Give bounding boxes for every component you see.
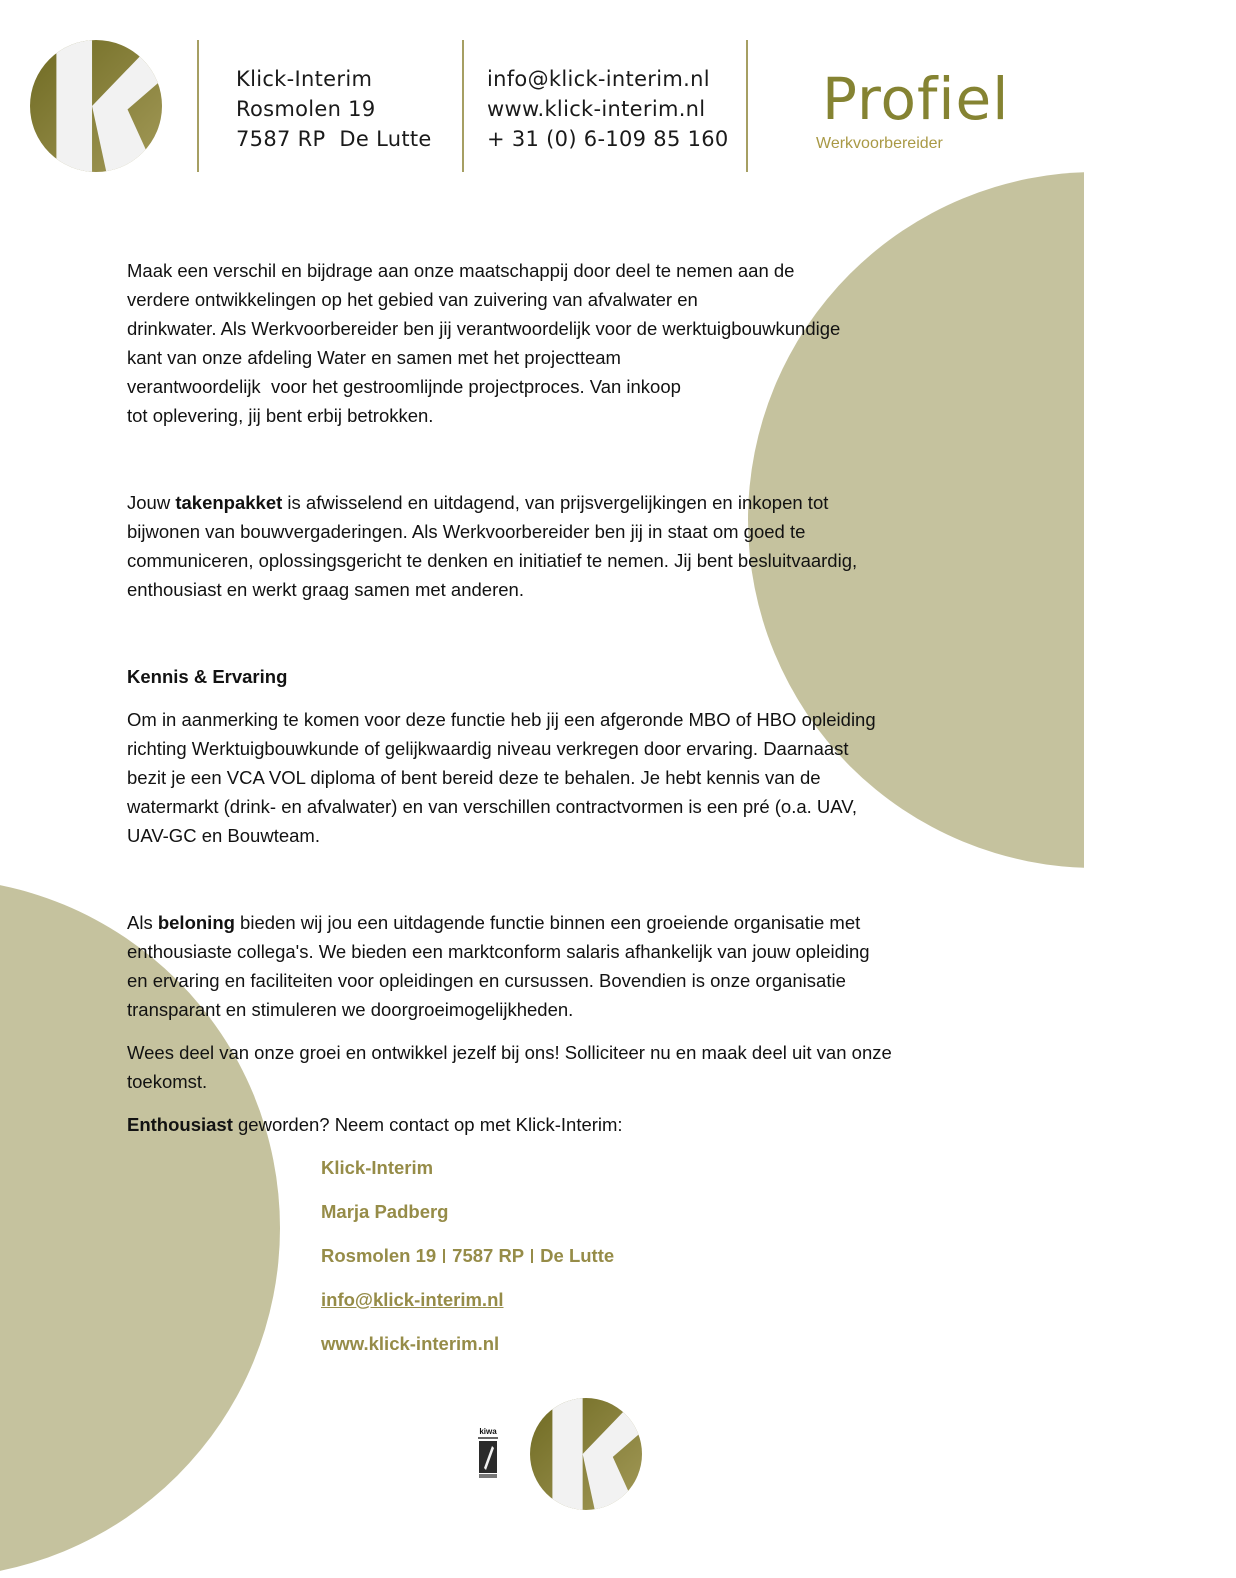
tasks-line: communiceren, oplossingsgericht te denken en initiatief te nemen. Jij bent besluitvaardig,: [127, 550, 858, 571]
page-title: Profiel: [822, 65, 1010, 133]
tasks-line-rest: is afwisselend en uitdagend, van prijsvergelijkingen en inkopen tot: [282, 492, 829, 513]
contact-address: [321, 1241, 987, 1270]
reward-keyword: beloning: [157, 912, 235, 933]
closing-line: Wees deel van onze groei en ontwikkel jezelf bij ons! Solliciteer nu en maak deel uit van onze: [127, 1042, 892, 1063]
knowledge-line: bezit je een VCA VOL diploma of bent bereid deze te behalen. Je hebt kennis van de: [127, 767, 821, 788]
header-email-link[interactable]: info@klick-interim.nl: [487, 67, 710, 91]
contact-person: Marja Padberg: [321, 1201, 449, 1222]
klick-logo-footer-icon: [530, 1398, 642, 1510]
knowledge-line: UAV-GC en Bouwteam.: [127, 825, 320, 846]
separator: [531, 1249, 533, 1263]
tasks-line: enthousiast en werkt graag samen met anderen.: [127, 579, 524, 600]
contact-prompt: [127, 1110, 987, 1139]
intro-line: verantwoordelijk voor het gestroomlijnde projectproces. Van inkoop: [127, 376, 681, 397]
header-phone: + 31 (0) 6-109 85 160: [487, 127, 729, 151]
contact-website-link[interactable]: www.klick-interim.nl: [321, 1333, 500, 1354]
page-subtitle: Werkvoorbereider: [816, 135, 943, 152]
header-street: Rosmolen 19: [236, 97, 376, 121]
intro-line: drinkwater. Als Werkvoorbereider ben jij verantwoordelijk voor de werktuigbouwkundige: [127, 318, 841, 339]
knowledge-heading: Kennis & Ervaring: [127, 666, 288, 687]
header-address: [236, 64, 432, 154]
knowledge-line: richting Werktuigbouwkunde of gelijkwaardig niveau verkregen door ervaring. Daarnaast: [127, 738, 849, 759]
klick-logo-icon: [30, 40, 162, 172]
reward-lead: Als: [127, 912, 158, 933]
main-content: [127, 256, 987, 1373]
header-postal-city: 7587 RP De Lutte: [236, 127, 432, 151]
separator: [443, 1249, 445, 1263]
header-divider: [746, 40, 748, 172]
header-company-name: Klick-Interim: [236, 67, 373, 91]
intro-line: verdere ontwikkelingen op het gebied van zuivering van afvalwater en: [127, 289, 698, 310]
contact-prompt-rest: geworden? Neem contact op met Klick-Interim:: [232, 1114, 623, 1135]
contact-company: Klick-Interim: [321, 1157, 434, 1178]
reward-line: en ervaring en faciliteiten voor opleidingen en cursussen. Bovendien is onze organisatie: [127, 970, 846, 991]
reward-line-rest: bieden wij jou een uitdagende functie binnen een groeiende organisatie met: [234, 912, 861, 933]
contact-prompt-keyword: Enthousiast: [127, 1114, 233, 1135]
header-divider: [462, 40, 464, 172]
header-divider: [197, 40, 199, 172]
intro-line: kant van onze afdeling Water en samen met het projectteam: [127, 347, 621, 368]
knowledge-paragraph: [127, 705, 987, 850]
reward-line: transparant en stimuleren we doorgroeimogelijkheden.: [127, 999, 574, 1020]
knowledge-line: Om in aanmerking te komen voor deze functie heb jij een afgeronde MBO of HBO opleiding: [127, 709, 876, 730]
contact-street: Rosmolen 19: [321, 1245, 437, 1266]
intro-paragraph: [127, 256, 987, 430]
kiwa-certification-icon: [476, 1426, 500, 1480]
closing-line: toekomst.: [127, 1071, 208, 1092]
contact-postal: 7587 RP: [452, 1245, 525, 1266]
tasks-lead: Jouw: [127, 492, 176, 513]
intro-line: Maak een verschil en bijdrage aan onze maatschappij door deel te nemen aan de: [127, 260, 795, 281]
reward-line: enthousiaste collega's. We bieden een marktconform salaris afhankelijk van jouw opleiding: [127, 941, 870, 962]
header-website-link[interactable]: www.klick-interim.nl: [487, 97, 706, 121]
kiwa-label: kiwa: [479, 1427, 497, 1436]
intro-line: tot oplevering, jij bent erbij betrokken.: [127, 405, 434, 426]
knowledge-line: watermarkt (drink- en afvalwater) en van verschillen contractvormen is een pré (o.a. UAV,: [127, 796, 858, 817]
tasks-keyword: takenpakket: [175, 492, 283, 513]
contact-city: De Lutte: [540, 1245, 615, 1266]
contact-block: [321, 1153, 987, 1358]
contact-email-link[interactable]: info@klick-interim.nl: [321, 1289, 504, 1310]
reward-paragraph: [127, 908, 987, 1024]
closing-paragraph: [127, 1038, 987, 1096]
header-contact: [487, 64, 729, 154]
tasks-paragraph: [127, 488, 987, 604]
tasks-line: bijwonen van bouwvergaderingen. Als Werkvoorbereider ben jij in staat om goed te: [127, 521, 806, 542]
